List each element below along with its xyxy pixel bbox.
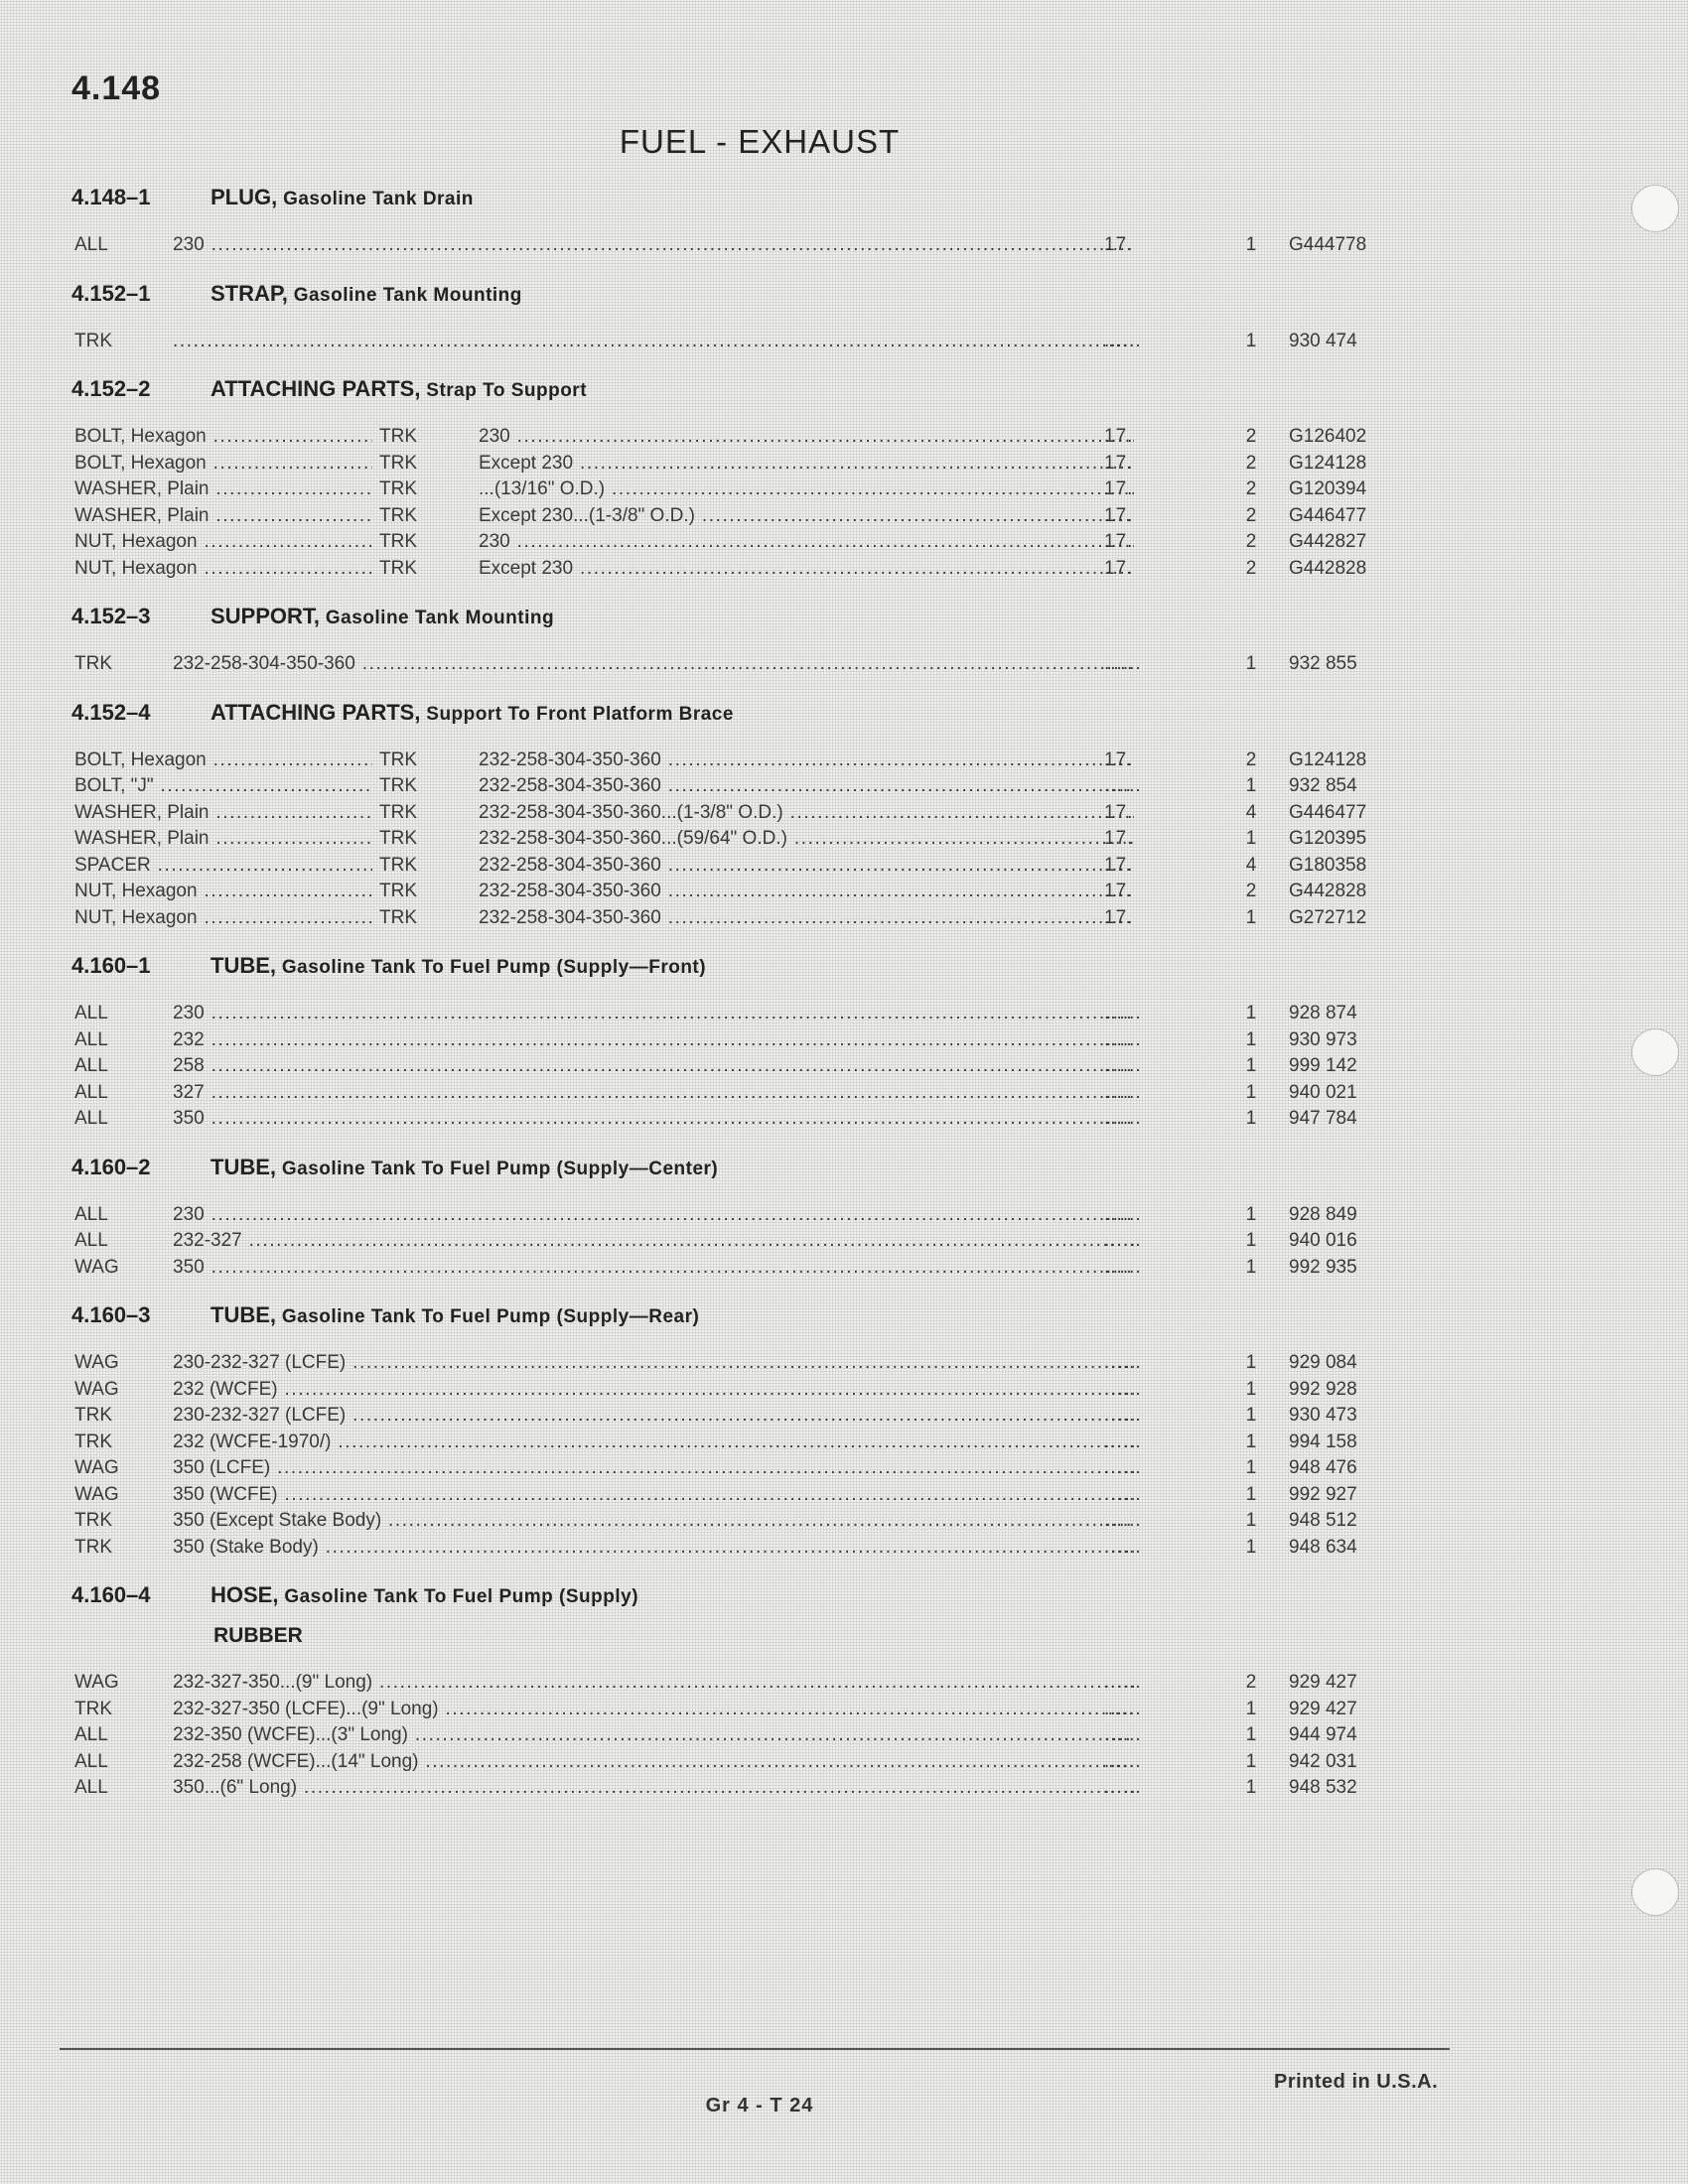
application-desc: 350 ..... bbox=[173, 1255, 1134, 1282]
reference-code: ...... bbox=[1104, 1352, 1142, 1373]
quantity: 1 bbox=[1245, 828, 1257, 849]
part-number: 948 476 bbox=[1289, 1457, 1357, 1478]
section-description: Support To Front Platform Brace bbox=[426, 703, 734, 725]
application-desc: 232-258-304-350-360...(59/64" O.D.) ..... bbox=[479, 826, 1134, 853]
reference-code: ...... bbox=[1104, 1672, 1142, 1693]
quantity: 2 bbox=[1245, 452, 1257, 474]
part-number: 944 974 bbox=[1289, 1724, 1357, 1745]
parts-rows bbox=[71, 232, 1392, 259]
part-number: 928 874 bbox=[1289, 1003, 1357, 1024]
section-name: TUBE, bbox=[211, 953, 276, 978]
table-row bbox=[71, 1775, 1392, 1802]
model-code: TRK bbox=[379, 531, 417, 552]
reference-code: ...... bbox=[1104, 1003, 1142, 1024]
section-number: 4.152–1 bbox=[71, 280, 151, 306]
model-code: WAG bbox=[74, 1457, 119, 1478]
section-heading bbox=[71, 181, 1392, 214]
section-number: 4.160–2 bbox=[71, 1154, 151, 1179]
table-row bbox=[71, 1749, 1392, 1776]
quantity: 4 bbox=[1245, 854, 1257, 876]
group-code: Gr 4 - T 24 bbox=[705, 2095, 814, 2116]
section-description: Gasoline Tank Mounting bbox=[325, 608, 555, 628]
model-code: WAG bbox=[74, 1256, 119, 1278]
application-desc: 232 ..... bbox=[173, 1027, 1134, 1054]
part-number: 940 021 bbox=[1289, 1081, 1357, 1103]
part-number: 948 512 bbox=[1289, 1510, 1357, 1531]
table-row bbox=[71, 1535, 1392, 1562]
table-row bbox=[71, 826, 1392, 853]
reference-code: ...... bbox=[1104, 1750, 1142, 1772]
reference-code: 17. bbox=[1104, 906, 1134, 928]
table-row bbox=[71, 879, 1392, 905]
table-row bbox=[71, 748, 1392, 774]
part-name: NUT, Hexagon ..... bbox=[74, 905, 372, 932]
quantity: 1 bbox=[1245, 1457, 1257, 1478]
application-desc: 232-327 ..... bbox=[173, 1228, 1134, 1255]
reference-code: 17. bbox=[1104, 828, 1134, 849]
reference-code: ...... bbox=[1104, 1510, 1142, 1531]
model-code: ALL bbox=[74, 1108, 108, 1129]
parts-rows bbox=[71, 1350, 1392, 1561]
quantity: 1 bbox=[1245, 1028, 1257, 1050]
section bbox=[71, 1578, 1392, 1802]
application-desc: 350 (WCFE) ..... bbox=[173, 1482, 1134, 1509]
quantity: 2 bbox=[1245, 557, 1257, 579]
table-row bbox=[71, 556, 1392, 583]
application-desc: 232-258-304-350-360...(1-3/8" O.D.) ..... bbox=[479, 800, 1134, 827]
model-code: ALL bbox=[74, 1777, 108, 1798]
section bbox=[71, 277, 1392, 355]
quantity: 1 bbox=[1245, 1405, 1257, 1426]
model-code: TRK bbox=[379, 749, 417, 770]
quantity: 1 bbox=[1245, 1483, 1257, 1505]
footer-rule bbox=[60, 2048, 1450, 2050]
application-desc: 350 (Stake Body) ..... bbox=[173, 1535, 1134, 1562]
quantity: 1 bbox=[1245, 1081, 1257, 1103]
model-code: WAG bbox=[74, 1672, 119, 1693]
reference-code: ...... bbox=[1104, 1405, 1142, 1426]
section-heading bbox=[71, 600, 1392, 633]
table-row bbox=[71, 329, 1392, 355]
quantity: 4 bbox=[1245, 801, 1257, 823]
quantity: 1 bbox=[1245, 1352, 1257, 1373]
model-code: ALL bbox=[74, 1724, 108, 1745]
section-number: 4.152–3 bbox=[71, 604, 151, 628]
reference-code: 17. bbox=[1104, 531, 1134, 552]
part-name: NUT, Hexagon ..... bbox=[74, 879, 372, 905]
table-row bbox=[71, 1080, 1392, 1107]
model-code: ALL bbox=[74, 1081, 108, 1103]
model-code: TRK bbox=[74, 1510, 112, 1531]
application-desc: 230 ..... bbox=[479, 424, 1134, 451]
section bbox=[71, 696, 1392, 932]
reference-code: ...... bbox=[1104, 1431, 1142, 1452]
part-number: 942 031 bbox=[1289, 1750, 1357, 1772]
printed-note: Printed in U.S.A. bbox=[1274, 2071, 1439, 2093]
section bbox=[71, 600, 1392, 678]
quantity: 1 bbox=[1245, 1230, 1257, 1251]
application-desc: 230 ..... bbox=[479, 529, 1134, 556]
part-number: 929 084 bbox=[1289, 1352, 1357, 1373]
model-code: WAG bbox=[74, 1352, 119, 1373]
parts-rows bbox=[71, 651, 1392, 678]
parts-rows bbox=[71, 748, 1392, 932]
table-row bbox=[71, 503, 1392, 530]
section-number: 4.160–4 bbox=[71, 1582, 151, 1607]
binder-hole bbox=[1631, 1868, 1679, 1916]
quantity: 1 bbox=[1245, 1378, 1257, 1400]
model-code: TRK bbox=[379, 881, 417, 901]
section-description: Gasoline Tank Mounting bbox=[293, 284, 522, 306]
model-code: TRK bbox=[379, 801, 417, 823]
reference-code: ...... bbox=[1104, 1536, 1142, 1558]
quantity: 1 bbox=[1245, 1698, 1257, 1719]
section-description: Gasoline Tank To Fuel Pump (Supply—Center) bbox=[281, 1158, 719, 1179]
table-row bbox=[71, 1350, 1392, 1377]
quantity: 1 bbox=[1245, 234, 1257, 255]
model-code: WAG bbox=[74, 1483, 119, 1505]
reference-code: 17. bbox=[1104, 557, 1134, 579]
part-number: 992 927 bbox=[1289, 1483, 1357, 1505]
binder-hole bbox=[1631, 1028, 1679, 1076]
quantity: 1 bbox=[1245, 1431, 1257, 1452]
application-desc: 232-327-350 (LCFE)...(9" Long) ..... bbox=[173, 1697, 1134, 1723]
part-name: NUT, Hexagon ..... bbox=[74, 556, 372, 583]
table-row bbox=[71, 1377, 1392, 1404]
table-row bbox=[71, 1106, 1392, 1133]
parts-rows bbox=[71, 424, 1392, 582]
table-row bbox=[71, 800, 1392, 827]
reference-code: ...... bbox=[1104, 653, 1142, 674]
part-number: 948 532 bbox=[1289, 1777, 1357, 1798]
section bbox=[71, 949, 1392, 1133]
application-desc: Except 230 ..... bbox=[479, 451, 1134, 478]
part-number: 930 474 bbox=[1289, 330, 1357, 351]
section-heading bbox=[71, 1578, 1392, 1612]
application-desc: 232 (WCFE) ..... bbox=[173, 1377, 1134, 1404]
table-row bbox=[71, 232, 1392, 259]
part-number: G120395 bbox=[1289, 828, 1367, 849]
model-code: TRK bbox=[379, 854, 417, 876]
table-row bbox=[71, 529, 1392, 556]
application-desc: 350...(6" Long) ..... bbox=[173, 1775, 1134, 1802]
parts-rows bbox=[71, 329, 1392, 355]
part-number: 929 427 bbox=[1289, 1698, 1357, 1719]
table-row bbox=[71, 773, 1392, 800]
model-code: TRK bbox=[379, 775, 417, 796]
reference-code: ...... bbox=[1104, 1457, 1142, 1478]
model-code: TRK bbox=[74, 1698, 112, 1719]
reference-code: ...... bbox=[1104, 330, 1142, 351]
application-desc: 232-258-304-350-360 ..... bbox=[479, 748, 1134, 774]
application-desc: 350 ..... bbox=[173, 1106, 1134, 1133]
quantity: 1 bbox=[1245, 653, 1257, 674]
part-name: BOLT, "J" ..... bbox=[74, 773, 372, 800]
table-row bbox=[71, 451, 1392, 478]
quantity: 1 bbox=[1245, 1724, 1257, 1745]
part-number: 947 784 bbox=[1289, 1108, 1357, 1129]
quantity: 1 bbox=[1245, 1055, 1257, 1076]
part-number: G124128 bbox=[1289, 749, 1367, 770]
reference-code: ...... bbox=[1104, 1483, 1142, 1505]
part-number: 930 973 bbox=[1289, 1028, 1357, 1050]
section-heading bbox=[71, 696, 1392, 730]
section-description: Gasoline Tank To Fuel Pump (Supply) bbox=[284, 1586, 639, 1607]
reference-code: ...... bbox=[1104, 1081, 1142, 1103]
application-desc: 232-350 (WCFE)...(3" Long) ..... bbox=[173, 1722, 1134, 1749]
reference-code: ...... bbox=[1104, 1028, 1142, 1050]
part-number: 929 427 bbox=[1289, 1672, 1357, 1693]
page-number: 4.148 bbox=[71, 69, 162, 107]
application-desc: 232-327-350...(9" Long) ..... bbox=[173, 1670, 1134, 1697]
section-number: 4.148–1 bbox=[71, 185, 151, 209]
reference-code: ...... bbox=[1104, 1777, 1142, 1798]
quantity: 2 bbox=[1245, 531, 1257, 552]
application-desc: 350 (LCFE) ..... bbox=[173, 1455, 1134, 1482]
table-row bbox=[71, 1053, 1392, 1080]
part-name: BOLT, Hexagon ..... bbox=[74, 451, 372, 478]
section-subheading: RUBBER bbox=[213, 1624, 303, 1647]
part-name: BOLT, Hexagon ..... bbox=[74, 424, 372, 451]
parts-rows bbox=[71, 1202, 1392, 1282]
section bbox=[71, 181, 1392, 259]
table-row bbox=[71, 1670, 1392, 1697]
table-row bbox=[71, 1697, 1392, 1723]
section-name: HOSE, bbox=[211, 1582, 279, 1607]
model-code: TRK bbox=[74, 330, 112, 351]
model-code: TRK bbox=[379, 504, 417, 526]
quantity: 1 bbox=[1245, 775, 1257, 796]
table-row bbox=[71, 905, 1392, 932]
quantity: 2 bbox=[1245, 881, 1257, 901]
quantity: 2 bbox=[1245, 426, 1257, 447]
part-name: SPACER ..... bbox=[74, 853, 372, 880]
section-number: 4.160–1 bbox=[71, 953, 151, 978]
section-name: ATTACHING PARTS, bbox=[211, 376, 421, 401]
part-number: G120394 bbox=[1289, 478, 1367, 499]
model-code: TRK bbox=[74, 1405, 112, 1426]
model-code: TRK bbox=[379, 426, 417, 447]
quantity: 1 bbox=[1245, 906, 1257, 928]
part-number: 932 854 bbox=[1289, 775, 1357, 796]
model-code: TRK bbox=[379, 452, 417, 474]
parts-rows bbox=[71, 1670, 1392, 1802]
model-code: TRK bbox=[74, 1431, 112, 1452]
table-row bbox=[71, 1455, 1392, 1482]
quantity: 2 bbox=[1245, 504, 1257, 526]
part-number: 948 634 bbox=[1289, 1536, 1357, 1558]
section-name: STRAP, bbox=[211, 280, 288, 306]
reference-code: 17. bbox=[1104, 504, 1134, 526]
model-code: ALL bbox=[74, 1028, 108, 1050]
quantity: 2 bbox=[1245, 478, 1257, 499]
quantity: 1 bbox=[1245, 1536, 1257, 1558]
table-row bbox=[71, 853, 1392, 880]
application-desc: 350 (Except Stake Body) ..... bbox=[173, 1508, 1134, 1535]
table-row bbox=[71, 651, 1392, 678]
application-desc: 232-258-304-350-360 ..... bbox=[173, 651, 1134, 678]
page-title: FUEL - EXHAUST bbox=[619, 123, 901, 160]
part-number: 932 855 bbox=[1289, 653, 1357, 674]
application-desc: 232-258-304-350-360 ..... bbox=[479, 773, 1134, 800]
reference-code: 17. bbox=[1104, 801, 1134, 823]
reference-code: 17. bbox=[1104, 881, 1134, 901]
table-row bbox=[71, 1027, 1392, 1054]
section-name: TUBE, bbox=[211, 1154, 276, 1179]
section-description: Strap To Support bbox=[426, 380, 588, 401]
application-desc: 232 (WCFE-1970/) ..... bbox=[173, 1430, 1134, 1456]
section bbox=[71, 1151, 1392, 1282]
part-number: 940 016 bbox=[1289, 1230, 1357, 1251]
quantity: 1 bbox=[1245, 1003, 1257, 1024]
application-desc: 230 ..... bbox=[173, 1202, 1134, 1229]
table-row bbox=[71, 1228, 1392, 1255]
section-description: Gasoline Tank Drain bbox=[283, 189, 474, 209]
model-code: TRK bbox=[74, 1536, 112, 1558]
application-desc: 232-258-304-350-360 ..... bbox=[479, 879, 1134, 905]
reference-code: ...... bbox=[1104, 1698, 1142, 1719]
part-number: G126402 bbox=[1289, 426, 1367, 447]
table-row bbox=[71, 1001, 1392, 1027]
application-desc: 258 ..... bbox=[173, 1053, 1134, 1080]
section-heading bbox=[71, 372, 1392, 406]
part-number: G124128 bbox=[1289, 452, 1367, 474]
application-desc bbox=[173, 329, 1134, 355]
quantity: 2 bbox=[1245, 749, 1257, 770]
application-desc: 230 ..... bbox=[173, 232, 1134, 259]
model-code: ALL bbox=[74, 234, 108, 255]
section-name: ATTACHING PARTS, bbox=[211, 699, 421, 725]
section-name: TUBE, bbox=[211, 1302, 276, 1327]
part-number: 992 928 bbox=[1289, 1378, 1357, 1400]
part-number: G442827 bbox=[1289, 531, 1367, 552]
model-code: ALL bbox=[74, 1003, 108, 1024]
section-number: 4.152–4 bbox=[71, 699, 151, 725]
parts-rows bbox=[71, 1001, 1392, 1133]
reference-code: ...... bbox=[1104, 1203, 1142, 1225]
part-number: 992 935 bbox=[1289, 1256, 1357, 1278]
part-name: WASHER, Plain ..... bbox=[74, 826, 372, 853]
part-name: WASHER, Plain ..... bbox=[74, 503, 372, 530]
reference-code: 17. bbox=[1104, 749, 1134, 770]
reference-code: 17. bbox=[1104, 452, 1134, 474]
application-desc: 230-232-327 (LCFE) ..... bbox=[173, 1350, 1134, 1377]
table-row bbox=[71, 1255, 1392, 1282]
table-row bbox=[71, 1202, 1392, 1229]
quantity: 1 bbox=[1245, 1510, 1257, 1531]
reference-code: 17. bbox=[1104, 426, 1134, 447]
model-code: TRK bbox=[379, 557, 417, 579]
model-code: ALL bbox=[74, 1055, 108, 1076]
part-number: G442828 bbox=[1289, 557, 1367, 579]
reference-code: ...... bbox=[1104, 1108, 1142, 1129]
section-description: Gasoline Tank To Fuel Pump (Supply—Rear) bbox=[281, 1306, 700, 1327]
model-code: WAG bbox=[74, 1378, 119, 1400]
application-desc: 230 ..... bbox=[173, 1001, 1134, 1027]
quantity: 1 bbox=[1245, 1777, 1257, 1798]
section-heading bbox=[71, 1298, 1392, 1332]
part-number: G444778 bbox=[1289, 234, 1367, 255]
application-desc: Except 230...(1-3/8" O.D.) ..... bbox=[479, 503, 1134, 530]
reference-code: 17. bbox=[1104, 854, 1134, 876]
application-desc: 230-232-327 (LCFE) ..... bbox=[173, 1403, 1134, 1430]
reference-code: ...... bbox=[1104, 1256, 1142, 1278]
parts-list bbox=[71, 181, 1392, 1802]
table-row bbox=[71, 424, 1392, 451]
application-desc: Except 230 ..... bbox=[479, 556, 1134, 583]
reference-code: ...... bbox=[1104, 1378, 1142, 1400]
section-number: 4.160–3 bbox=[71, 1302, 151, 1327]
quantity: 1 bbox=[1245, 1203, 1257, 1225]
section-description: Gasoline Tank To Fuel Pump (Supply—Front) bbox=[281, 957, 707, 978]
part-name: WASHER, Plain ..... bbox=[74, 800, 372, 827]
part-number: G442828 bbox=[1289, 881, 1367, 901]
table-row bbox=[71, 1508, 1392, 1535]
part-number: 999 142 bbox=[1289, 1055, 1357, 1076]
part-name: BOLT, Hexagon ..... bbox=[74, 748, 372, 774]
model-code: TRK bbox=[379, 828, 417, 849]
application-desc: 327 ..... bbox=[173, 1080, 1134, 1107]
reference-code: ...... bbox=[1104, 1230, 1142, 1251]
part-number: G446477 bbox=[1289, 801, 1367, 823]
quantity: 1 bbox=[1245, 1108, 1257, 1129]
quantity: 2 bbox=[1245, 1672, 1257, 1693]
section-heading bbox=[71, 949, 1392, 983]
section-number: 4.152–2 bbox=[71, 376, 151, 401]
part-number: G446477 bbox=[1289, 504, 1367, 526]
section bbox=[71, 1298, 1392, 1561]
model-code: TRK bbox=[379, 906, 417, 928]
application-desc: 232-258-304-350-360 ..... bbox=[479, 853, 1134, 880]
model-code: TRK bbox=[379, 478, 417, 499]
section-name: PLUG, bbox=[211, 185, 278, 209]
table-row bbox=[71, 1482, 1392, 1509]
reference-code: ...... bbox=[1104, 1724, 1142, 1745]
section bbox=[71, 372, 1392, 582]
application-desc: 232-258-304-350-360 ..... bbox=[479, 905, 1134, 932]
part-number: 928 849 bbox=[1289, 1203, 1357, 1225]
model-code: ALL bbox=[74, 1750, 108, 1772]
quantity: 1 bbox=[1245, 1256, 1257, 1278]
part-name: WASHER, Plain ..... bbox=[74, 477, 372, 503]
section-name: SUPPORT, bbox=[211, 604, 321, 628]
section-heading bbox=[71, 277, 1392, 311]
part-number: G180358 bbox=[1289, 854, 1367, 876]
table-row bbox=[71, 477, 1392, 503]
table-row bbox=[71, 1403, 1392, 1430]
table-row bbox=[71, 1722, 1392, 1749]
application-desc: ...(13/16" O.D.) ..... bbox=[479, 477, 1134, 503]
reference-code: ...... bbox=[1104, 1055, 1142, 1076]
model-code: ALL bbox=[74, 1203, 108, 1225]
binder-hole bbox=[1631, 185, 1679, 232]
part-number: G272712 bbox=[1289, 906, 1367, 928]
model-code: TRK bbox=[74, 653, 112, 674]
part-number: 994 158 bbox=[1289, 1431, 1357, 1452]
section-heading bbox=[71, 1151, 1392, 1184]
reference-code: ...... bbox=[1104, 775, 1142, 796]
reference-code: 17. bbox=[1104, 234, 1134, 255]
quantity: 1 bbox=[1245, 330, 1257, 351]
part-name: NUT, Hexagon ..... bbox=[74, 529, 372, 556]
model-code: ALL bbox=[74, 1230, 108, 1251]
table-row bbox=[71, 1430, 1392, 1456]
part-number: 930 473 bbox=[1289, 1405, 1357, 1426]
application-desc: 232-258 (WCFE)...(14" Long) ..... bbox=[173, 1749, 1134, 1776]
quantity: 1 bbox=[1245, 1750, 1257, 1772]
reference-code: 17. bbox=[1104, 478, 1134, 499]
